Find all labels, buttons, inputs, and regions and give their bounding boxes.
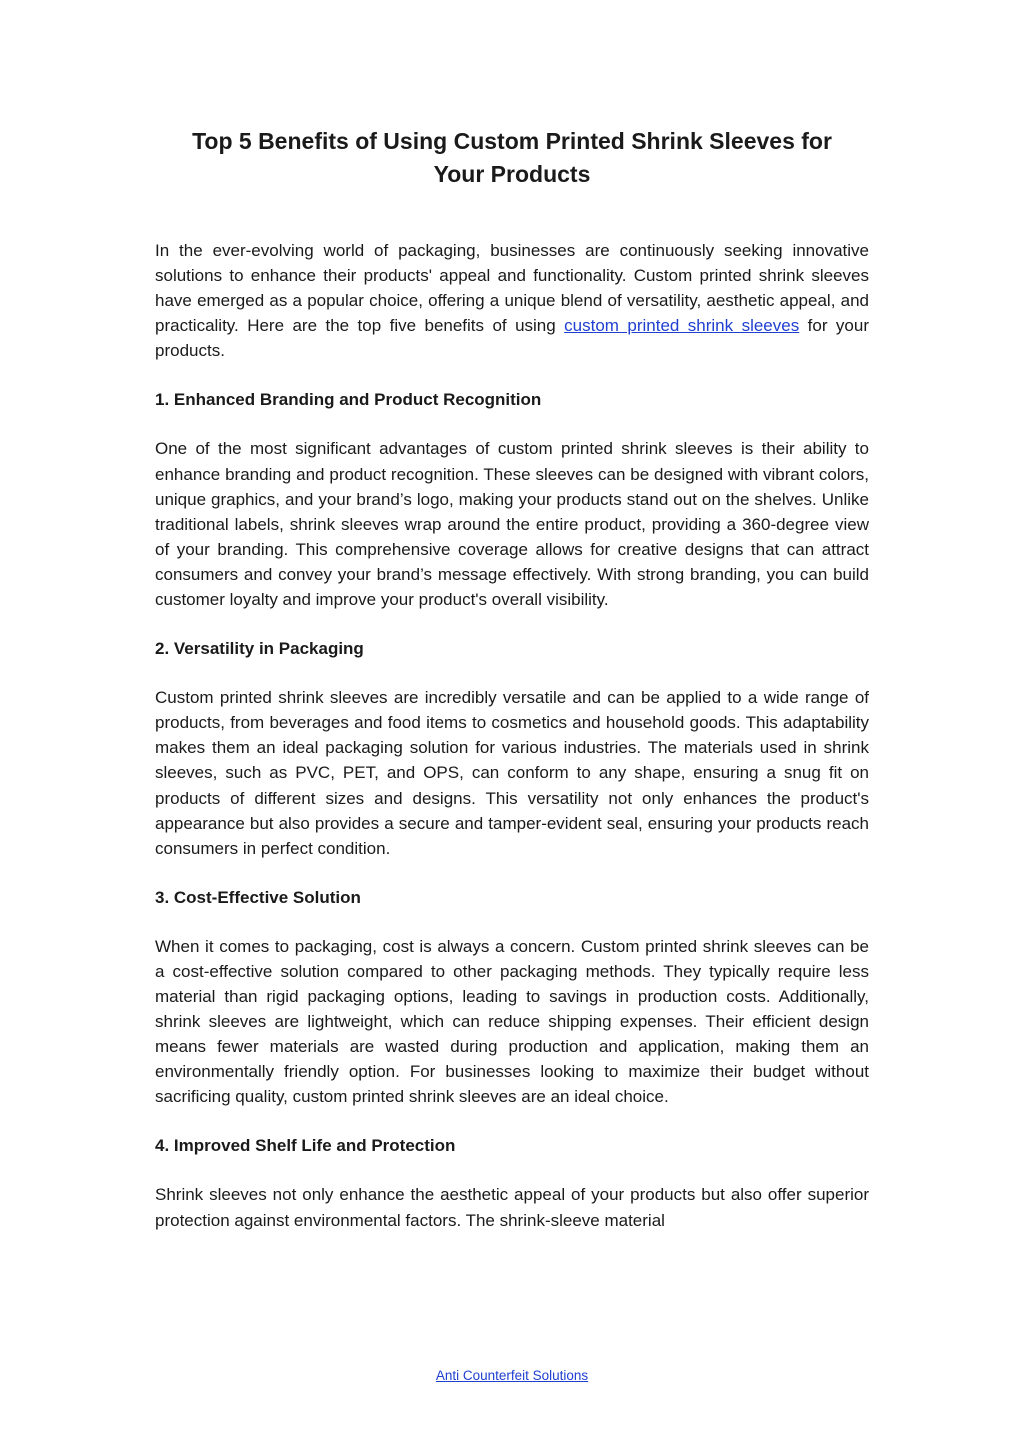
section-heading-cost: 3. Cost-Effective Solution [155,887,361,907]
section-heading-branding: 1. Enhanced Branding and Product Recognition [155,390,542,410]
section-heading-shelf-life: 4. Improved Shelf Life and Protection [155,1136,456,1156]
section-body-branding: One of the most significant advantages of custom printed shrink sleeves is their ability to enhance branding and product recognition. These sleeves can be designed with vibrant colors, unique graphics, and your brand’s logo, making your products stand out on the shelves. Unlike traditional labels, shrink sleeves wrap around the entire product, providing a 360-degree view of your branding. This comprehensive coverage allows for creative designs that can attract consumers and convey your brand’s message effectively. With strong branding, you can build customer loyalty and improve your product's overall visibility. [155,439,869,610]
anti-counterfeit-solutions-link[interactable]: Anti Counterfeit Solutions [435,1368,589,1383]
intro-paragraph [155,238,869,363]
document-page [155,125,869,1233]
section-body-cost: When it comes to packaging, cost is always a concern. Custom printed shrink sleeves can be a cost-effective solution compared to other packaging methods. They typically require less material than rigid packaging options, leading to savings in production costs. Additionally, shrink sleeves are lightweight, which can reduce shipping expenses. Their efficient design means fewer materials are wasted during production and application, making them an environmentally friendly option. For businesses looking to maximize their budget without sacrificing quality, custom printed shrink sleeves are an ideal choice. [155,936,869,1107]
intro-tail-text: for your products. [155,316,869,361]
custom-printed-shrink-sleeves-link[interactable]: custom printed shrink sleeves [564,316,800,336]
section-heading-versatility: 2. Versatility in Packaging [155,639,364,659]
section-body-shelf-life: Shrink sleeves not only enhance the aesthetic appeal of your products but also offer superior protection against environmental factors. The shrink-sleeve material [155,1185,869,1230]
intro-text: In the ever-evolving world of packaging, businesses are continuously seeking innovative solutions to enhance their products' appeal and functionality. Custom printed shrink sleeves have emerged as a popular choice, offering a unique blend of versatility, aesthetic appeal, and practicality. Here are the top five benefits of using [155,241,869,336]
document-title: Top 5 Benefits of Using Custom Printed Shrink Sleeves for Your Products [192,128,832,187]
page-footer [0,1368,1024,1383]
section-body-versatility: Custom printed shrink sleeves are incredibly versatile and can be applied to a wide range of products, from beverages and food items to cosmetics and household goods. This adaptability makes them an ideal packaging solution for various industries. The materials used in shrink sleeves, such as PVC, PET, and OPS, can conform to any shape, ensuring a snug fit on products of different sizes and designs. This versatility not only enhances the product's appearance but also provides a secure and tamper-evident seal, ensuring your products reach consumers in perfect condition. [155,688,869,858]
